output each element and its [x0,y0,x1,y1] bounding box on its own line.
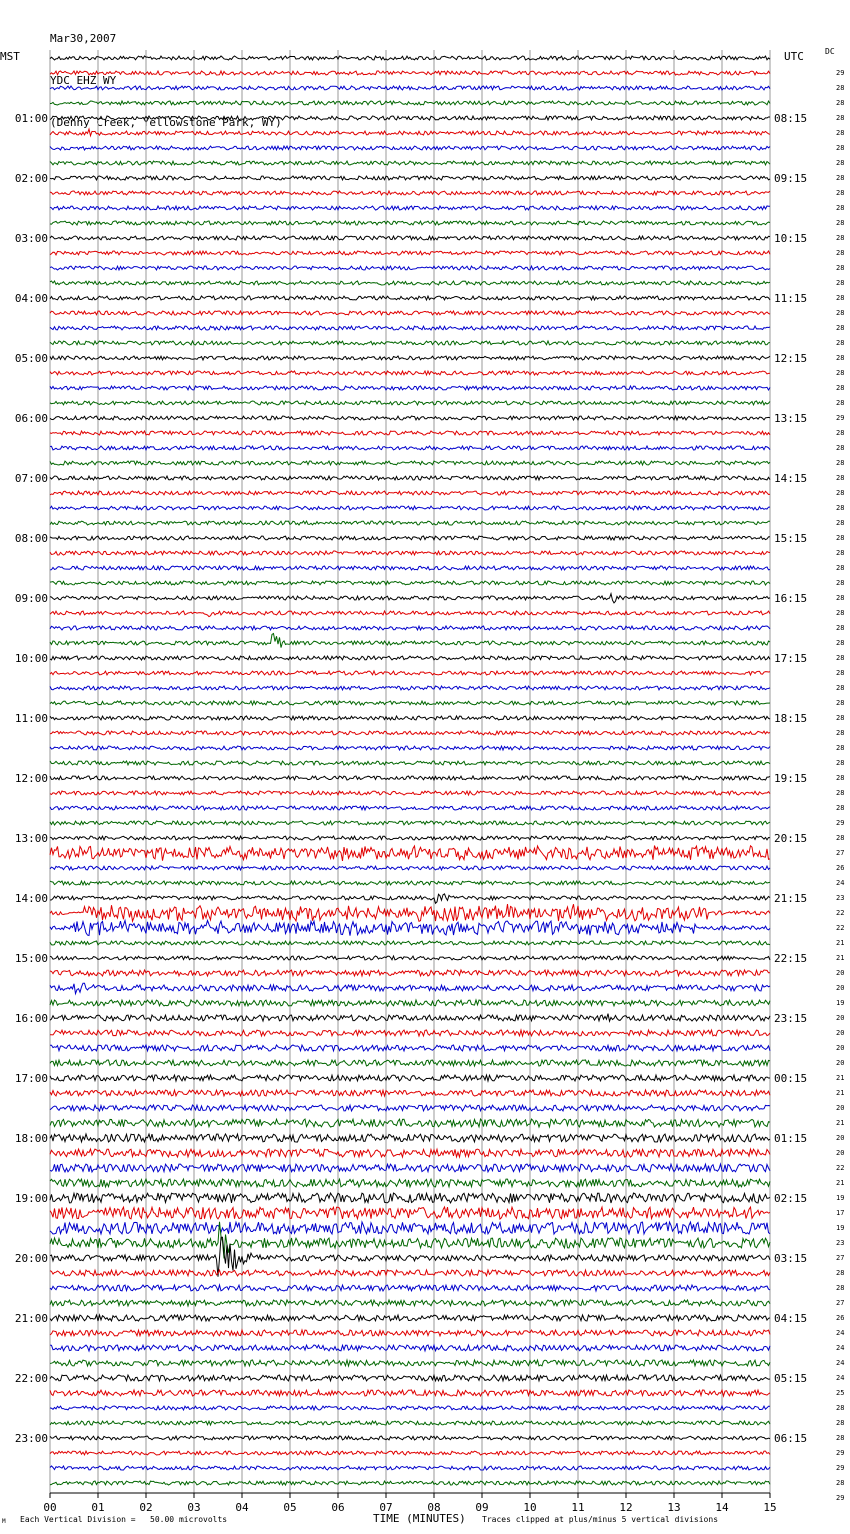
dc-value-51: 28 [836,834,845,842]
dc-value-11: 28 [836,234,845,242]
trace-77 [50,1207,770,1219]
mst-hour-label: 17:00 [14,1072,48,1085]
trace-7 [50,161,770,165]
dc-value-0: 29 [836,69,845,77]
trace-25 [50,431,770,435]
trace-53 [50,846,770,861]
mst-hour-label: 11:00 [14,712,48,725]
dc-value-10: 28 [836,219,845,227]
dc-value-3: 28 [836,114,845,122]
trace-88 [50,1375,770,1381]
dc-value-41: 28 [836,684,845,692]
dc-value-47: 28 [836,774,845,782]
x-tick-label: 03 [187,1501,201,1514]
dc-value-63: 20 [836,1014,845,1022]
x-tick-label: 05 [283,1501,297,1514]
dc-value-85: 24 [836,1344,845,1352]
dc-label: DC [825,47,835,56]
trace-24 [50,416,770,420]
x-tick-label: 02 [139,1501,153,1514]
trace-48 [50,776,770,780]
trace-93 [50,1451,770,1455]
dc-value-73: 22 [836,1164,845,1172]
x-tick-label: 12 [619,1501,633,1514]
dc-value-42: 28 [836,699,845,707]
trace-47 [50,761,770,765]
trace-72 [50,1134,770,1142]
dc-value-75: 19 [836,1194,845,1202]
utc-hour-label: 12:15 [774,352,808,365]
trace-85 [50,1330,770,1336]
mst-hour-label: 04:00 [14,292,48,305]
trace-23 [50,401,770,405]
dc-value-54: 24 [836,879,845,887]
dc-value-53: 26 [836,864,845,872]
trace-5 [50,129,770,136]
dc-value-38: 28 [836,639,845,647]
dc-value-70: 21 [836,1119,845,1127]
x-tick-label: 15 [763,1501,777,1514]
trace-86 [50,1345,770,1351]
trace-35 [50,581,770,585]
utc-hour-label: 13:15 [774,412,808,425]
trace-20 [50,356,770,360]
mst-hour-label: 16:00 [14,1012,48,1025]
dc-value-90: 28 [836,1419,845,1427]
trace-38 [50,626,770,630]
trace-10 [50,206,770,210]
trace-52 [50,836,770,840]
trace-54 [50,866,770,870]
dc-value-18: 28 [836,339,845,347]
utc-hour-label: 18:15 [774,712,808,725]
x-tick-label: 10 [523,1501,537,1514]
dc-value-88: 25 [836,1389,845,1397]
dc-value-22: 28 [836,399,845,407]
dc-value-83: 26 [836,1314,845,1322]
trace-41 [50,671,770,675]
trace-30 [50,506,770,510]
trace-1 [50,71,770,75]
trace-91 [50,1421,770,1425]
trace-22 [50,386,770,390]
dc-value-79: 27 [836,1254,845,1262]
x-axis-title: TIME (MINUTES) [373,1512,466,1525]
utc-hour-label: 00:15 [774,1072,808,1085]
utc-hour-label: 22:15 [774,952,808,965]
trace-95 [50,1481,770,1485]
dc-value-5: 28 [836,144,845,152]
dc-value-93: 29 [836,1464,845,1472]
trace-18 [50,326,770,330]
dc-value-32: 28 [836,549,845,557]
mst-hour-label: 03:00 [14,232,48,245]
trace-9 [50,191,770,195]
utc-hour-label: 23:15 [774,1012,808,1025]
trace-50 [50,806,770,810]
dc-value-46: 28 [836,759,845,767]
mst-label: MST [0,50,20,63]
mst-hour-label: 20:00 [14,1252,48,1265]
trace-49 [50,791,770,795]
scale-note: Each Vertical Division = 50.00 microvolts [20,1515,228,1524]
dc-value-95: 29 [836,1494,845,1502]
trace-32 [50,536,770,540]
dc-value-48: 28 [836,789,845,797]
mst-hour-label: 08:00 [14,532,48,545]
trace-75 [50,1179,770,1187]
dc-value-45: 28 [836,744,845,752]
trace-74 [50,1164,770,1172]
corner-mark: M [2,1518,6,1525]
trace-73 [50,1149,770,1157]
trace-55 [50,881,770,885]
utc-hour-label: 17:15 [774,652,808,665]
x-tick-label: 14 [715,1501,729,1514]
x-tick-label: 04 [235,1501,249,1514]
dc-value-4: 28 [836,129,845,137]
trace-43 [50,701,770,705]
dc-value-26: 28 [836,459,845,467]
dc-value-40: 28 [836,669,845,677]
trace-4 [50,116,770,120]
mst-hour-label: 18:00 [14,1132,48,1145]
dc-value-37: 28 [836,624,845,632]
trace-76 [50,1193,770,1203]
dc-value-35: 28 [836,594,845,602]
dc-value-76: 17 [836,1209,845,1217]
x-tick-label: 01 [91,1501,105,1514]
trace-13 [50,251,770,255]
dc-value-6: 28 [836,159,845,167]
trace-12 [50,236,770,240]
dc-value-36: 28 [836,609,845,617]
utc-hour-label: 10:15 [774,232,808,245]
trace-62 [50,983,770,993]
trace-28 [50,476,770,480]
utc-hour-label: 03:15 [774,1252,808,1265]
dc-value-67: 21 [836,1074,845,1082]
utc-hour-label: 05:15 [774,1372,808,1385]
utc-hour-label: 16:15 [774,592,808,605]
trace-34 [50,566,770,570]
trace-11 [50,221,770,225]
trace-15 [50,281,770,285]
dc-value-27: 28 [836,474,845,482]
dc-value-2: 28 [836,99,845,107]
dc-value-92: 29 [836,1449,845,1457]
trace-44 [50,716,770,720]
mst-hour-label: 07:00 [14,472,48,485]
mst-hour-label: 19:00 [14,1192,48,1205]
x-tick-label: 11 [571,1501,585,1514]
mst-hour-label: 21:00 [14,1312,48,1325]
dc-value-68: 21 [836,1089,845,1097]
dc-value-30: 28 [836,519,845,527]
trace-59 [50,941,770,945]
utc-hour-label: 21:15 [774,892,808,905]
dc-value-81: 28 [836,1284,845,1292]
dc-value-9: 28 [836,204,845,212]
utc-hour-label: 06:15 [774,1432,808,1445]
dc-value-87: 24 [836,1374,845,1382]
dc-value-44: 28 [836,729,845,737]
trace-37 [50,611,770,617]
dc-value-12: 28 [836,249,845,257]
station-code: YDC EHZ WY [50,74,117,87]
dc-value-49: 28 [836,804,845,812]
trace-21 [50,371,770,375]
dc-value-91: 28 [836,1434,845,1442]
dc-value-71: 20 [836,1134,845,1142]
dc-value-50: 29 [836,819,845,827]
mst-hour-label: 12:00 [14,772,48,785]
dc-value-29: 28 [836,504,845,512]
trace-94 [50,1466,770,1470]
x-tick-label: 13 [667,1501,681,1514]
trace-65 [50,1030,770,1036]
mst-hour-label: 14:00 [14,892,48,905]
dc-value-94: 28 [836,1479,845,1487]
trace-63 [50,1000,770,1006]
clip-note: Traces clipped at plus/minus 5 vertical divisions [482,1515,719,1524]
mst-hour-label: 05:00 [14,352,48,365]
mst-hour-label: 06:00 [14,412,48,425]
dc-value-39: 28 [836,654,845,662]
dc-value-82: 27 [836,1299,845,1307]
trace-56 [50,894,770,903]
utc-hour-label: 08:15 [774,112,808,125]
dc-value-66: 20 [836,1059,845,1067]
dc-value-86: 24 [836,1359,845,1367]
utc-hour-label: 20:15 [774,832,808,845]
trace-64 [50,1014,770,1022]
trace-36 [50,594,770,603]
dc-value-69: 20 [836,1104,845,1112]
utc-hour-label: 19:15 [774,772,808,785]
utc-hour-label: 14:15 [774,472,808,485]
dc-value-89: 28 [836,1404,845,1412]
trace-42 [50,686,770,690]
trace-66 [50,1045,770,1051]
dc-value-61: 20 [836,984,845,992]
trace-27 [50,461,770,465]
dc-value-84: 24 [836,1329,845,1337]
dc-value-77: 19 [836,1224,845,1232]
dc-value-55: 23 [836,894,845,902]
dc-value-64: 20 [836,1029,845,1037]
trace-81 [50,1270,770,1276]
dc-value-24: 28 [836,429,845,437]
trace-51 [50,821,770,825]
trace-83 [50,1300,770,1306]
dc-value-15: 28 [836,294,845,302]
trace-6 [50,146,770,150]
trace-87 [50,1360,770,1366]
dc-value-80: 28 [836,1269,845,1277]
utc-hour-label: 09:15 [774,172,808,185]
mst-hour-label: 23:00 [14,1432,48,1445]
dc-value-20: 28 [836,369,845,377]
dc-value-13: 28 [836,264,845,272]
x-tick-label: 09 [475,1501,489,1514]
trace-40 [50,656,770,660]
trace-19 [50,341,770,345]
dc-value-7: 28 [836,174,845,182]
trace-71 [50,1119,770,1127]
dc-value-58: 21 [836,939,845,947]
trace-45 [50,731,770,735]
trace-46 [50,746,770,750]
dc-value-8: 28 [836,189,845,197]
trace-90 [50,1406,770,1410]
mst-hour-label: 02:00 [14,172,48,185]
trace-60 [50,956,770,960]
dc-value-28: 28 [836,489,845,497]
utc-label: UTC [784,50,804,63]
record-date: Mar30,2007 [50,32,117,45]
dc-value-19: 28 [836,354,845,362]
mst-hour-label: 15:00 [14,952,48,965]
dc-value-74: 21 [836,1179,845,1187]
trace-89 [50,1390,770,1396]
dc-value-60: 20 [836,969,845,977]
seismic-traces [50,56,770,1485]
dc-value-33: 28 [836,564,845,572]
x-tick-label: 07 [379,1501,393,1514]
mst-hour-label: 01:00 [14,112,48,125]
dc-value-52: 27 [836,849,845,857]
utc-hour-label: 11:15 [774,292,808,305]
time-axis [43,1493,776,1514]
trace-31 [50,521,770,525]
trace-78 [50,1222,770,1234]
trace-29 [50,491,770,495]
utc-hour-label: 15:15 [774,532,808,545]
trace-69 [50,1090,770,1096]
dc-value-56: 22 [836,909,845,917]
dc-value-43: 28 [836,714,845,722]
trace-16 [50,296,770,300]
utc-hour-label: 01:15 [774,1132,808,1145]
dc-value-1: 28 [836,84,845,92]
mst-hour-label: 09:00 [14,592,48,605]
trace-68 [50,1075,770,1081]
dc-value-59: 21 [836,954,845,962]
dc-value-23: 29 [836,414,845,422]
dc-value-78: 23 [836,1239,845,1247]
trace-0 [50,56,770,60]
dc-value-25: 28 [836,444,845,452]
trace-84 [50,1315,770,1321]
x-tick-label: 08 [427,1501,441,1514]
dc-value-31: 28 [836,534,845,542]
x-tick-label: 00 [43,1501,57,1514]
trace-26 [50,446,770,450]
station-location: (Denny Creek, Yellowstone Park, WY) [50,116,282,129]
trace-3 [50,101,770,105]
utc-hour-label: 04:15 [774,1312,808,1325]
trace-33 [50,551,770,555]
dc-value-14: 28 [836,279,845,287]
x-tick-label: 06 [331,1501,345,1514]
trace-17 [50,311,770,315]
mst-hour-label: 10:00 [14,652,48,665]
trace-39 [50,634,770,648]
dc-value-57: 22 [836,924,845,932]
trace-70 [50,1105,770,1111]
dc-value-21: 28 [836,384,845,392]
trace-14 [50,266,770,270]
dc-value-72: 20 [836,1149,845,1157]
dc-value-17: 28 [836,324,845,332]
dc-value-16: 28 [836,309,845,317]
mst-hour-label: 22:00 [14,1372,48,1385]
trace-67 [50,1060,770,1066]
trace-8 [50,176,770,180]
dc-value-34: 28 [836,579,845,587]
dc-value-62: 19 [836,999,845,1007]
mst-hour-label: 13:00 [14,832,48,845]
trace-82 [50,1285,770,1291]
dc-value-65: 20 [836,1044,845,1052]
utc-hour-label: 02:15 [774,1192,808,1205]
trace-2 [50,86,770,90]
trace-57 [50,904,770,921]
trace-58 [50,921,770,936]
trace-61 [50,970,770,976]
trace-92 [50,1436,770,1440]
